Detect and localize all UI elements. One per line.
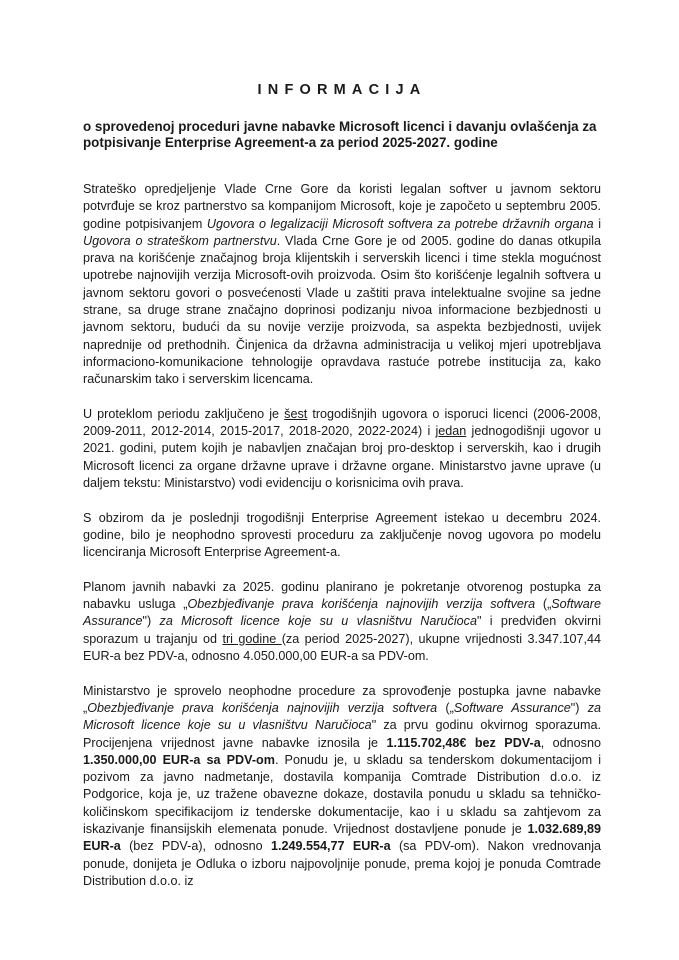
text-run: (sa PDV-om). Nakon vrednovanja ponude, donijeta je Odluka o izboru najpovoljnije ponude, prema kojoj je ponuda Comtrade Distribution d.o.o. iz <box>83 839 601 888</box>
underlined-duration: tri godine <box>222 631 282 646</box>
italic-agreement-title: Ugovora o legalizaciji Microsoft softvera za potrebe državnih organa <box>206 216 594 231</box>
text-run: i <box>593 216 601 231</box>
bold-estimated-value-gross: 1.350.000,00 EUR-a sa PDV-om <box>83 752 275 767</box>
paragraph-strategic-partnership <box>83 181 601 389</box>
text-run: („ <box>535 597 552 612</box>
document-title: INFORMACIJA <box>257 82 427 98</box>
document-subtitle: o sprovedenoj proceduri javne nabavke Microsoft licenci i davanju ovlašćenja za potpisivanje Enterprise Agreement-a za period 2025-2027. godine <box>83 119 597 150</box>
text-run: (za period 2025-2027), ukupne vrijednosti 3.347.107,44 EUR-a bez PDV-a, odnosno 4.050.000,00 EUR-a sa PDV-om. <box>83 631 602 664</box>
bold-offer-value-gross: 1.249.554,77 EUR-a <box>270 839 391 854</box>
text-run: U proteklom periodu zaključeno je <box>83 406 285 421</box>
bold-estimated-value-net: 1.115.702,48€ bez PDV-a <box>386 735 541 750</box>
paragraph-agreement-expiry: S obzirom da je poslednji trogodišnji Enterprise Agreement istekao u decembru 2024. godine, bilo je neophodno sprovesti proceduru za zaključenje novog ugovora po modelu licenciranja Microsoft Enterprise Agreement-a. <box>83 510 601 560</box>
italic-service-name: Obezbjeđivanje prava korišćenja najnovijih verzija softvera <box>87 700 438 715</box>
paragraph-previous-contracts <box>83 406 601 492</box>
paragraph-procurement-procedure <box>83 683 601 891</box>
text-run: Ministarstvo je sprovelo neophodne procedure za sprovođenje postupka javne nabavke „ <box>83 683 601 715</box>
text-run: (bez PDV-a), odnosno <box>120 839 271 854</box>
text-run: , odnosno <box>540 735 601 750</box>
text-run: . Vlada Crne Gore je od 2005. godine do danas otkupila prava na korišćenje značajnog broja klijentskih i serverskih licenci i time stekla mogućnost upotrebe najnovijih verzija Microsoft-ovih proizvoda. Osim što korišćenje legalnih softvera u javnom sektoru govori o posvećenosti Vlade u zaštiti prava intelektualne svojine sa jedne strane, sa druge strane značajno doprinosi podizanju nivoa informacione bezbjednosti u javnom sektoru, budući da su novije verzije proizvoda, sa aspekta bezbjednosti, uvijek naprednije od prethodnih. Činjenica da državna administracija u velikoj mjeri upotrebljava informaciono-komunikacione tehnologije opravdava rastuće potrebe institucija za, kako računarskim tako i serverskim licencama. <box>83 233 601 387</box>
text-run: " i predviđen okvirni sporazum u trajanju od <box>83 614 601 646</box>
text-run: Planom javnih nabavki za 2025. godinu planirano je pokretanje otvorenog postupka za nabavku usluga „ <box>83 579 601 612</box>
italic-agreement-title: Ugovora o strateškom partnerstvu <box>83 233 277 248</box>
underlined-count: šest <box>284 406 308 421</box>
text-run: trogodišnjih ugovora o isporuci licenci (2006-2008, 2009-2011, 2012-2014, 2015-2017, 2018-2020, 2022-2024) i <box>83 406 601 439</box>
paragraph-procurement-plan <box>83 579 601 665</box>
bold-offer-value-net: 1.032.689,89 EUR-a <box>83 821 601 854</box>
italic-service-name: za Microsoft licence koje su u vlasništvu Naručioca <box>83 700 602 733</box>
text-run: " za prvu godinu okvirnog sporazuma. Procijenjena vrijednost javne nabavke iznosila je <box>83 718 602 750</box>
text-run: ") <box>570 700 588 715</box>
text-run: („ <box>437 700 454 715</box>
text-run: jednogodišnji ugovor u 2021. godini, putem kojih je nabavljen značajan broj pro-desktop i serverskih, kao i drugih Microsoft licenci za organe državne uprave i državne organe. Ministarstvo javne uprave (u daljem tekstu: Ministarstvo) vodi evidenciju o korisnicima ovih prava. <box>83 424 601 491</box>
text-run: Strateško opredjeljenje Vlade Crne Gore da koristi legalan softver u javnom sektoru potvrđuje se kroz partnerstvo sa kompanijom Microsoft, koje je započeto u septembru 2005. godine potpisivanjem <box>83 182 601 231</box>
italic-service-name: Software Assurance <box>453 700 571 715</box>
text-run: ") <box>142 614 160 629</box>
italic-service-name: Obezbjeđivanje prava korišćenja najnovijih verzija softvera <box>187 597 536 612</box>
italic-service-name: za Microsoft licence koje su u vlasništvu Naručioca <box>159 614 477 629</box>
italic-service-name: Software Assurance <box>83 597 601 629</box>
document-body <box>83 181 601 907</box>
underlined-count: jedan <box>435 424 467 439</box>
text-run: . Ponudu je, u skladu sa tenderskom dokumentacijom i pozivom za javno nadmetanje, dostavila kompanija Comtrade Distribution d.o.o. iz Podgorice, koja je, uz tražene obavezne dokaze, dostavila ponudu u skladu sa tehničko-količinskom specifikacijom iz tenderske dokumentacije, kao i u skladu sa zahtjevom za iskazivanje finansijskih elemenata ponude. Vrijednost dostavljene ponude je <box>83 752 601 836</box>
